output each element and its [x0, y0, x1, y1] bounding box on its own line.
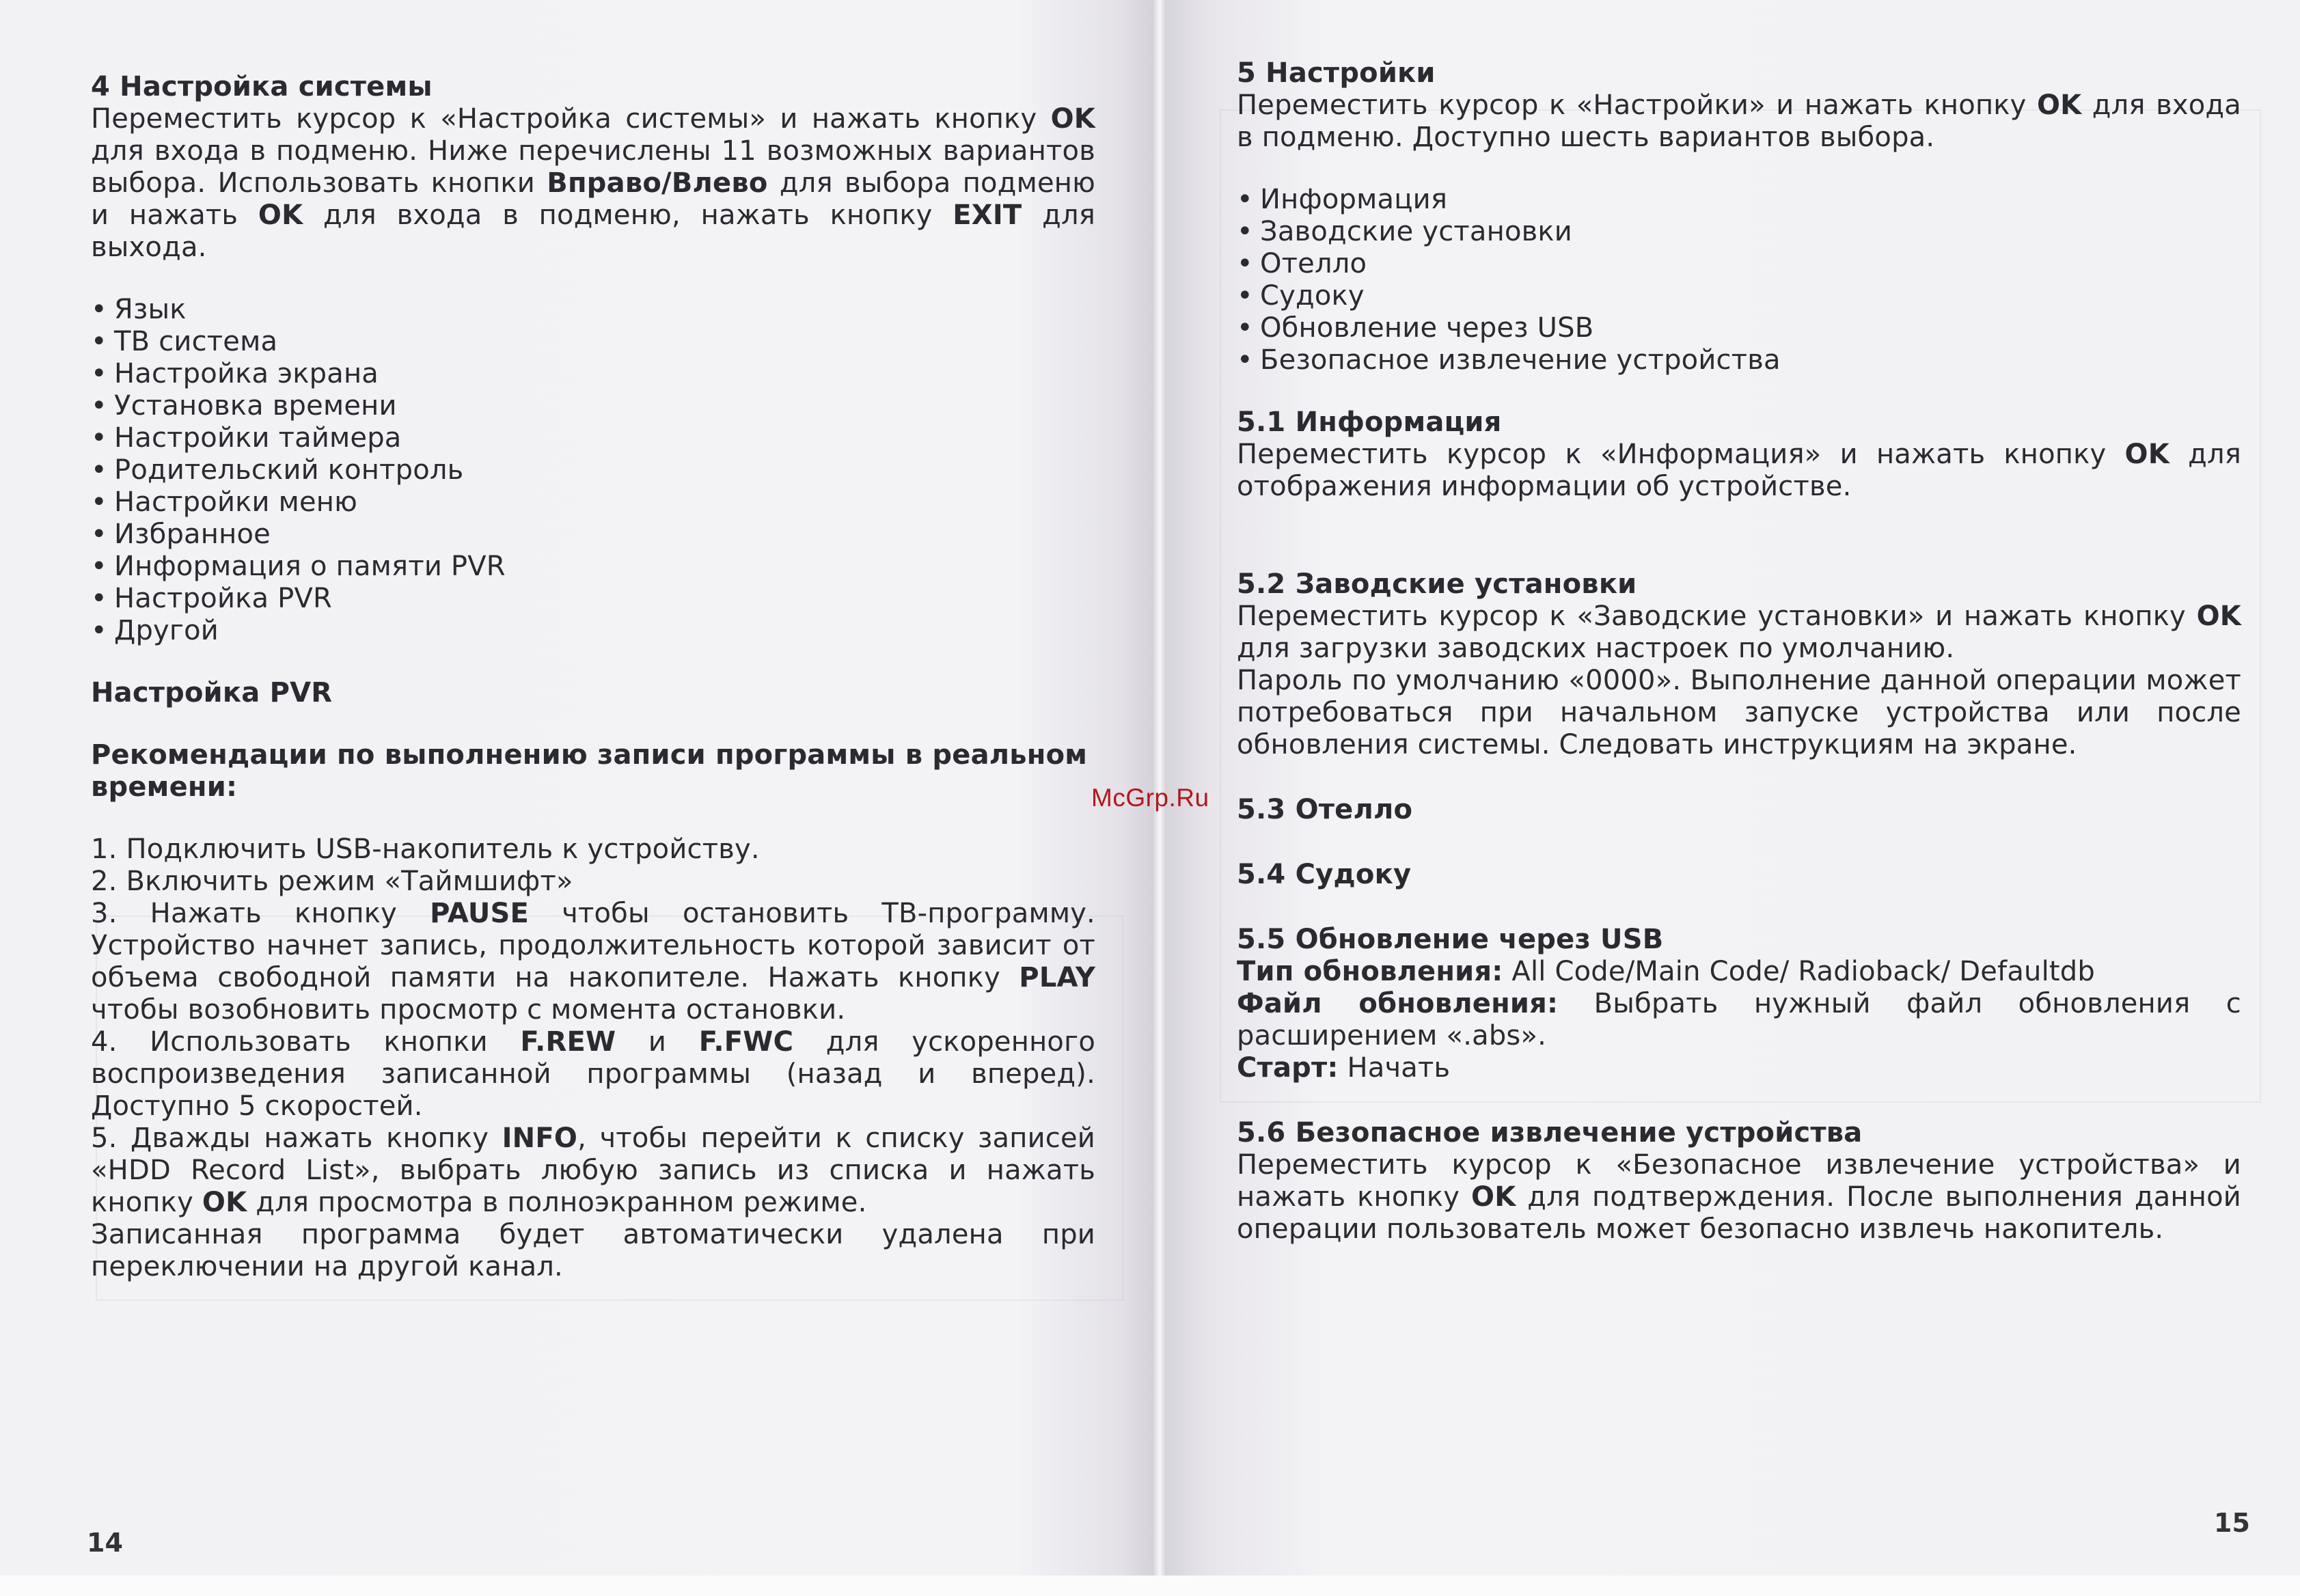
section-5-2-note: Пароль по умолчанию «0000». Выполнение данной операции может потребоваться при начальном запуске устройства или после обновления системы. Следовать инструкциям на экране. — [1237, 665, 2241, 760]
pvr-steps — [91, 834, 1095, 1219]
section-5-2-title: 5.2 Заводские установки — [1237, 568, 1637, 600]
section-5-3-title: 5.3 Отелло — [1237, 794, 1413, 825]
list-item: • Язык — [91, 294, 1095, 326]
page-number-right: 15 — [2214, 1508, 2250, 1538]
pvr-step-2: 2. Включить режим «Таймшифт» — [91, 866, 573, 897]
list-item: • Избранное — [91, 519, 1095, 551]
list-item: • Установка времени — [91, 390, 1095, 422]
update-type-line: Тип обновления: All Code/Main Code/ Radioback/ Defaultdb — [1237, 956, 2095, 987]
left-page-content — [91, 71, 1095, 1283]
page-bottom-edge — [0, 1576, 2300, 1596]
settings-list — [1237, 184, 2241, 376]
section-5-5-title: 5.5 Обновление через USB — [1237, 924, 1664, 955]
list-item: • Настройки таймера — [91, 422, 1095, 454]
section-4-title: 4 Настройка системы — [91, 71, 433, 102]
section-5-6-text: Переместить курсор к «Безопасное извлечение устройства» и нажать кнопку OK для подтверждения. После выполнения данной операции пользователь может безопасно извлечь накопитель. — [1237, 1149, 2241, 1245]
page-number-left: 14 — [87, 1528, 123, 1558]
list-item: • Настройка экрана — [91, 358, 1095, 390]
section-5-1-text: Переместить курсор к «Информация» и нажать кнопку OK для отображения информации об устройстве. — [1237, 439, 2241, 502]
section-4-intro: Переместить курсор к «Настройка системы» и нажать кнопку OK для входа в подменю. Ниже перечислены 11 возможных вариантов выбора. Использовать кнопки Вправо/Влево для выбора подменю и нажать OK для входа в подменю, нажать кнопку EXIT для выхода. — [91, 103, 1095, 263]
list-item: • Заводские установки — [1237, 216, 2241, 248]
list-item: • Информация о памяти PVR — [91, 551, 1095, 583]
pvr-step-5: 5. Дважды нажать кнопку INFO, чтобы перейти к списку записей «HDD Record List», выбрать любую запись из списка и нажать кнопку OK для просмотра в полноэкранном режиме. — [91, 1123, 1095, 1218]
list-item: • Другой — [91, 615, 1095, 647]
pvr-step-1: 1. Подключить USB-накопитель к устройству. — [91, 834, 760, 865]
list-item: • Настройка PVR — [91, 583, 1095, 615]
pvr-step-3: 3. Нажать кнопку PAUSE чтобы остановить ТВ-программу. Устройство начнет запись, продолжительность которой зависит от объема свободной памяти на накопителе. Нажать кнопку PLAY чтобы возобновить просмотр с момента остановки. — [91, 898, 1095, 1026]
pvr-step-4: 4. Использовать кнопки F.REW и F.FWC для ускоренного воспроизведения записанной программы (назад и вперед). Доступно 5 скоростей. — [91, 1026, 1095, 1122]
list-item: • Обновление через USB — [1237, 312, 2241, 344]
section-5-intro: Переместить курсор к «Настройки» и нажать кнопку OK для входа в подменю. Доступно шесть вариантов выбора. — [1237, 90, 2242, 153]
update-file-line: Файл обновления: Выбрать нужный файл обновления с расширением «.abs». — [1237, 988, 2241, 1051]
right-page-content — [1237, 57, 2241, 1246]
right-page — [1165, 0, 2300, 1596]
section-5-4-title: 5.4 Судоку — [1237, 859, 1412, 890]
system-settings-list — [91, 294, 1095, 647]
section-5-2-text: Переместить курсор к «Заводские установки» и нажать кнопку OK для загрузки заводских настроек по умолчанию. — [1237, 601, 2241, 664]
watermark: McGrp.Ru — [1091, 784, 1209, 812]
list-item: • Настройки меню — [91, 486, 1095, 519]
list-item: • Судоку — [1237, 280, 2241, 312]
section-5-6-title: 5.6 Безопасное извлечение устройства — [1237, 1117, 1863, 1148]
update-start-line: Старт: Начать — [1237, 1052, 1451, 1084]
list-item: • Безопасное извлечение устройства — [1237, 344, 2241, 376]
pvr-subtitle: Рекомендации по выполнению записи программы в реальном времени: — [91, 739, 1088, 803]
list-item: • Отелло — [1237, 248, 2241, 280]
list-item: • Родительский контроль — [91, 454, 1095, 486]
pvr-note: Записанная программа будет автоматически удалена при переключении на другой канал. — [91, 1219, 1095, 1282]
section-5-title: 5 Настройки — [1237, 57, 1436, 89]
section-5-1-title: 5.1 Информация — [1237, 407, 1502, 438]
list-item: • ТВ система — [91, 326, 1095, 358]
list-item: • Информация — [1237, 184, 2241, 216]
pvr-title: Настройка PVR — [91, 677, 333, 708]
